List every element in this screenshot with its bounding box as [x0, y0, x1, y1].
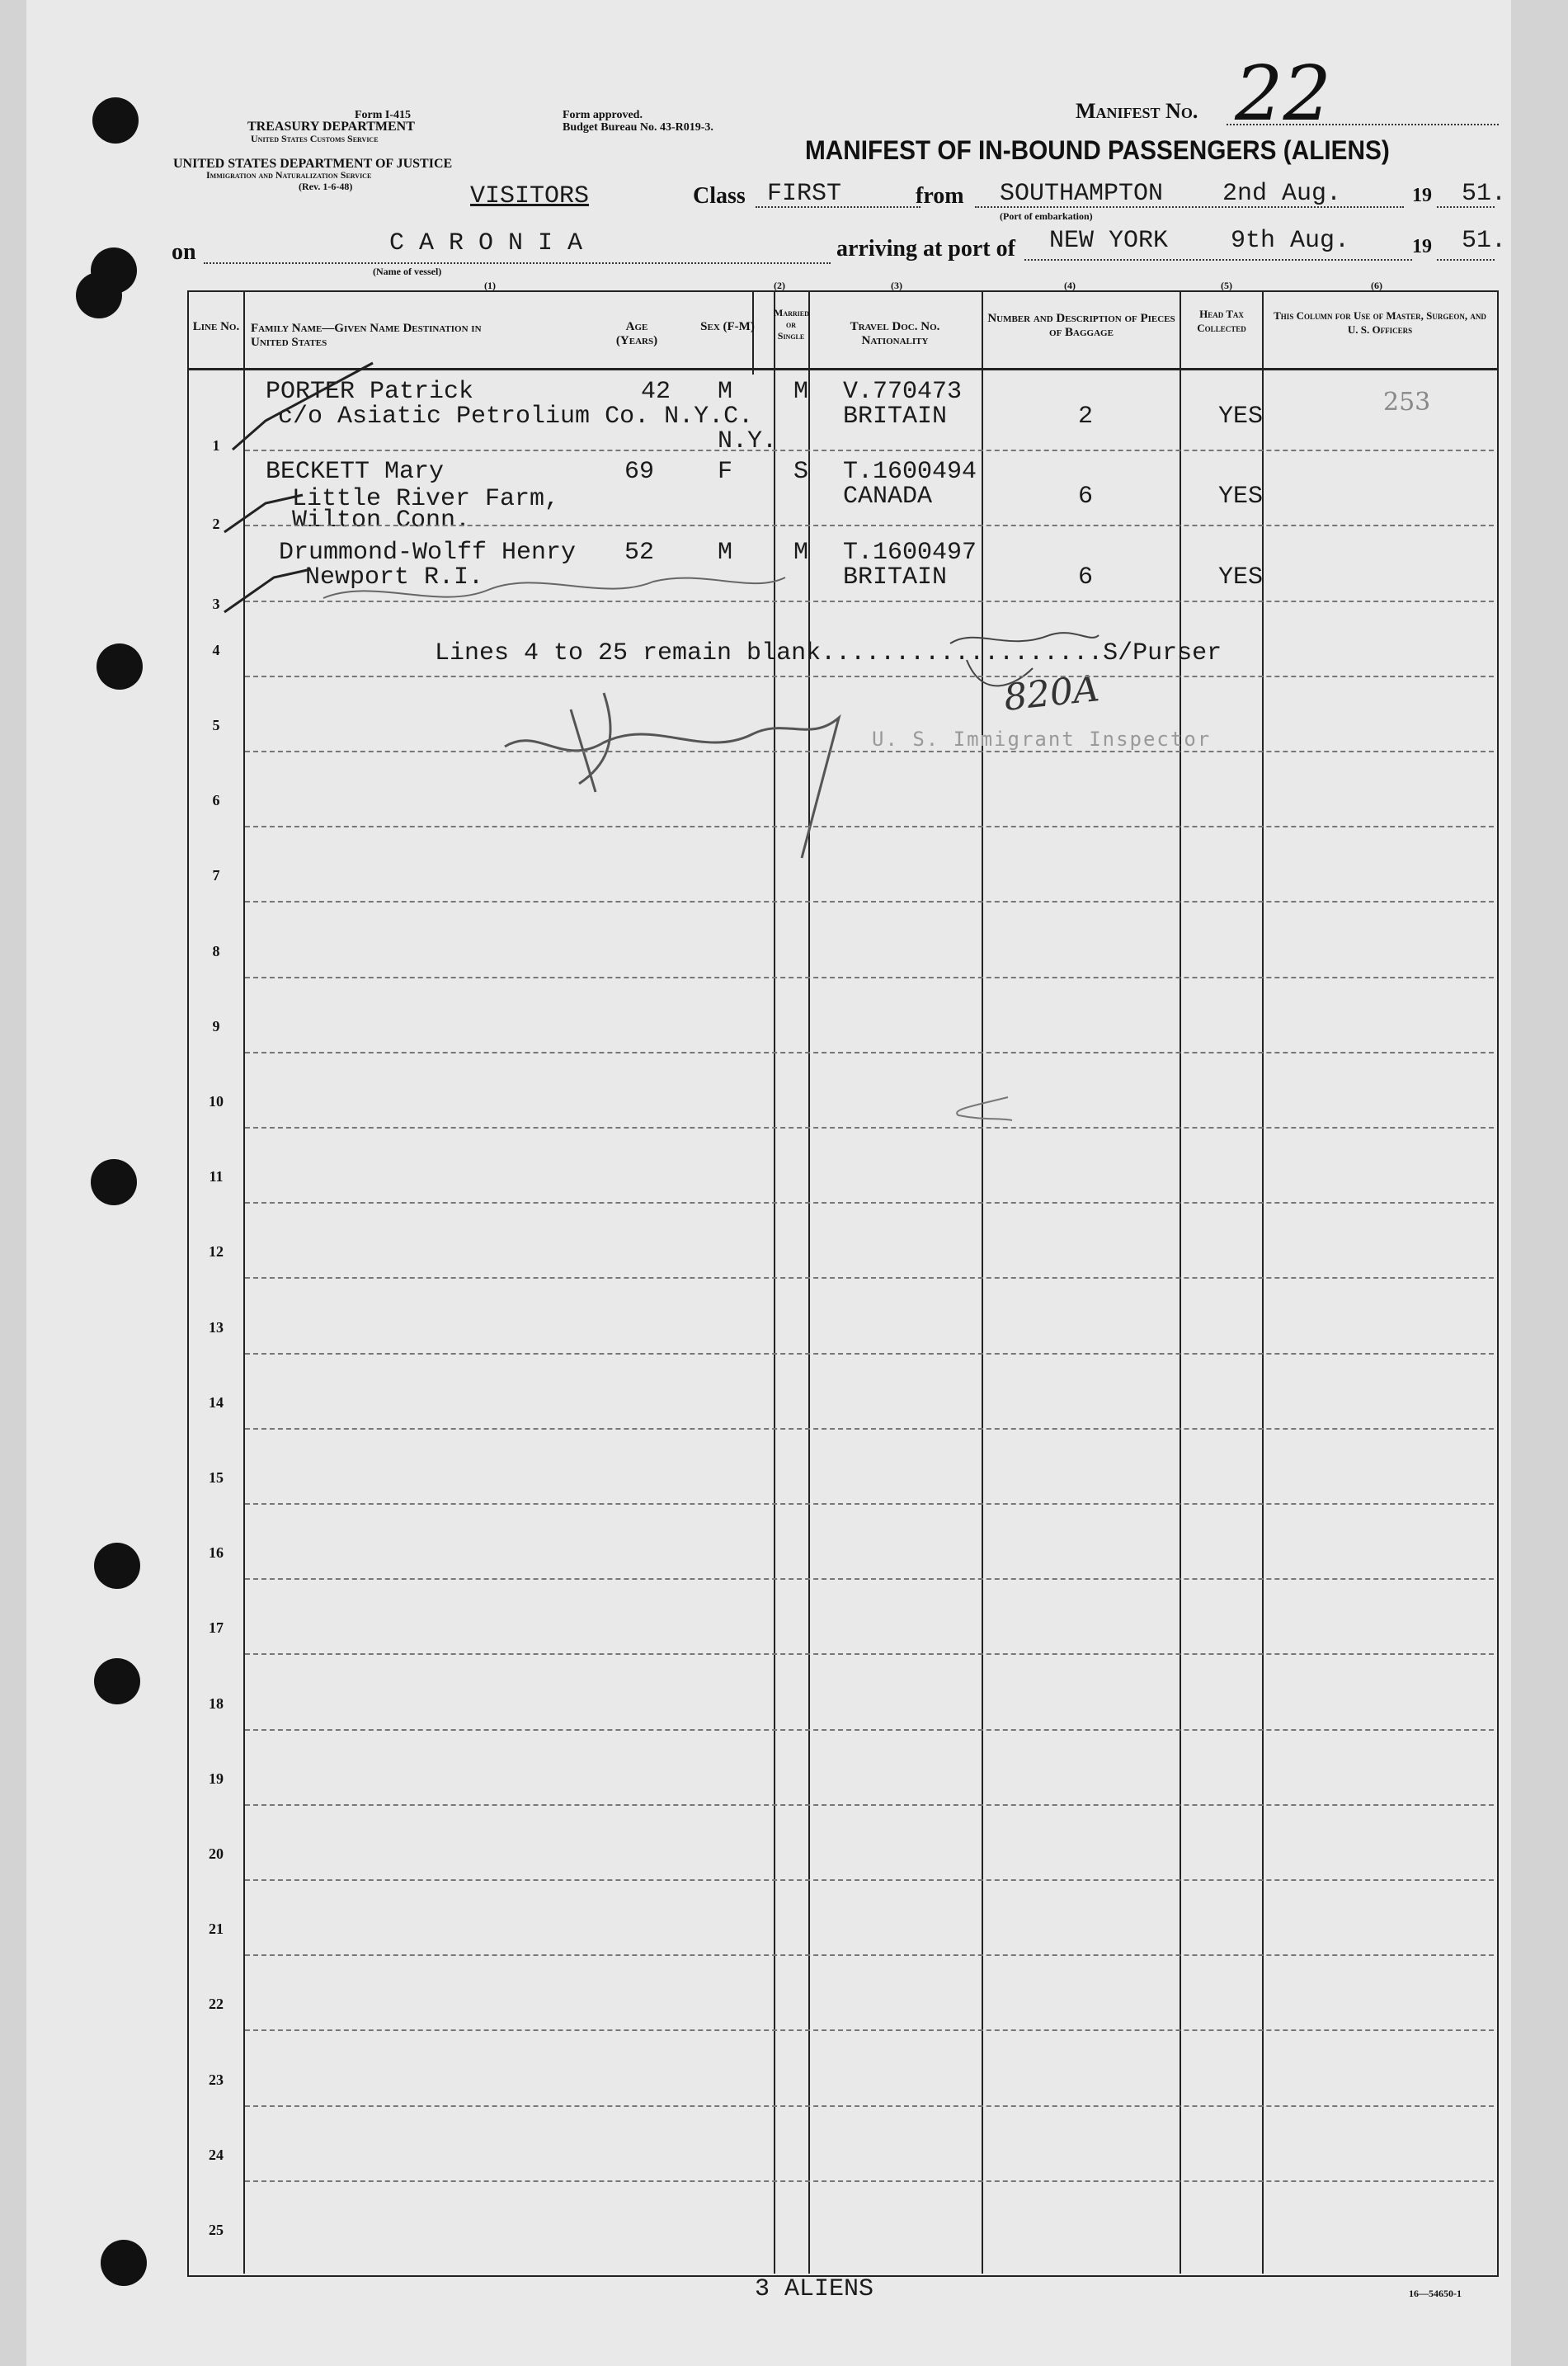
row-separator	[245, 1578, 1494, 1580]
row-separator	[245, 1202, 1494, 1204]
col-number: (1)	[484, 280, 496, 291]
depart-date: 2nd Aug.	[1222, 180, 1342, 208]
row-separator	[245, 2180, 1494, 2182]
passenger-head-tax: YES	[1218, 483, 1264, 511]
passenger-name: Drummond-Wolff Henry	[279, 539, 577, 567]
row-separator	[245, 751, 1494, 752]
manifest-number: 22	[1235, 49, 1332, 138]
header-travel-doc: Travel Doc. No. Nationality	[850, 320, 940, 347]
line-number: 14	[209, 1394, 224, 1411]
handwritten-scrawl	[323, 577, 785, 598]
row-separator	[245, 1879, 1494, 1881]
revision: (Rev. 1-6-48)	[299, 181, 353, 192]
header-baggage: Number and Description of Pieces of Baggage	[987, 312, 1175, 339]
col-number: (2)	[774, 280, 785, 291]
passenger-destination-2: N.Y.	[718, 427, 778, 455]
line-number: 15	[209, 1469, 224, 1486]
passenger-married: M	[793, 539, 809, 567]
year-prefix: 19	[1412, 185, 1432, 206]
class-value: FIRST	[767, 180, 842, 208]
row-separator	[245, 601, 1494, 602]
line-number: 4	[212, 642, 220, 658]
category: VISITORS	[470, 182, 590, 210]
budget-bureau: Budget Bureau No. 43-R019-3.	[563, 121, 713, 134]
line-number: 7	[212, 867, 220, 884]
inspector-signature	[505, 718, 839, 858]
row-separator	[245, 525, 1494, 526]
row-separator	[245, 1653, 1494, 1655]
line-number: 5	[212, 717, 220, 733]
line-number: 13	[209, 1319, 224, 1336]
passenger-head-tax: YES	[1218, 563, 1264, 592]
passenger-name: PORTER Patrick	[266, 378, 474, 406]
passenger-travel-doc: V.770473	[843, 378, 963, 406]
line-number: 23	[209, 2071, 224, 2088]
customs-service: United States Customs Service	[251, 133, 379, 144]
passenger-sex: M	[718, 539, 733, 567]
port-caption: (Port of embarkation)	[1000, 210, 1093, 222]
row-separator	[245, 2105, 1494, 2107]
passenger-baggage: 2	[1078, 403, 1094, 431]
passenger-destination: Newport R.I.	[305, 563, 484, 592]
inspector-stamp: U. S. Immigrant Inspector	[872, 728, 1212, 751]
line-number: 16	[209, 1544, 224, 1561]
line-number: 6	[212, 792, 220, 808]
row-separator	[245, 1277, 1494, 1279]
col-number: (4)	[1064, 280, 1076, 291]
check-mark	[224, 495, 303, 532]
line-number: 20	[209, 1845, 224, 1862]
print-code: 16—54650-1	[1409, 2288, 1462, 2299]
passenger-sex: M	[718, 378, 733, 406]
line-number: 22	[209, 1996, 224, 2012]
row-separator	[245, 1729, 1494, 1731]
line-number: 10	[209, 1093, 224, 1110]
line-number: 8	[212, 943, 220, 959]
header-married: Married or Single	[774, 307, 809, 342]
depart-year: 51.	[1462, 180, 1507, 208]
passenger-nationality: BRITAIN	[843, 563, 948, 592]
line-number: 18	[209, 1695, 224, 1712]
passenger-baggage: 6	[1078, 483, 1094, 511]
manifest-title: MANIFEST OF IN-BOUND PASSENGERS (ALIENS)	[805, 135, 1390, 165]
arriving-label: arriving at port of	[836, 236, 1015, 262]
line-number: 12	[209, 1243, 224, 1260]
line-number: 19	[209, 1770, 224, 1787]
manifest-label: Manifest No.	[1076, 99, 1198, 123]
form-approved: Form approved.	[563, 109, 643, 121]
row-separator	[245, 676, 1494, 677]
manifest-sheet	[26, 0, 1511, 2366]
passenger-age: 69	[624, 458, 655, 486]
row-separator	[245, 1353, 1494, 1355]
passenger-married: M	[793, 378, 809, 406]
officer-note: 253	[1383, 388, 1431, 417]
line-number: 3	[212, 596, 220, 612]
punch-hole	[91, 1159, 137, 1205]
punch-hole	[101, 2240, 147, 2286]
treasury-dept: TREASURY DEPARTMENT	[247, 120, 415, 134]
punch-hole	[94, 1543, 140, 1589]
line-number: 25	[209, 2222, 224, 2238]
doj-title: UNITED STATES DEPARTMENT OF JUSTICE	[173, 157, 453, 171]
row-separator	[245, 1428, 1494, 1430]
header-age: Age (Years)	[615, 320, 658, 347]
passenger-travel-doc: T.1600497	[843, 539, 977, 567]
vessel-name: C A R O N I A	[389, 229, 583, 257]
header-sex: Sex (F-M)	[700, 320, 755, 333]
row-separator	[245, 1127, 1494, 1129]
purser-initials	[950, 633, 1099, 643]
row-separator	[245, 2029, 1494, 2031]
form-number: Form I-415	[355, 109, 412, 121]
handwritten-marks	[26, 0, 1511, 1155]
col-number: (5)	[1221, 280, 1232, 291]
row-separator	[245, 901, 1494, 903]
row-separator	[245, 1804, 1494, 1806]
year-prefix: 19	[1412, 236, 1432, 257]
line-number: 9	[212, 1018, 220, 1035]
arrival-port: NEW YORK	[1049, 227, 1169, 255]
passenger-destination: Little River Farm,	[292, 485, 560, 513]
embark-port: SOUTHAMPTON	[1000, 180, 1164, 208]
header-head-tax: Head Tax Collected	[1197, 308, 1246, 334]
vessel-caption: (Name of vessel)	[373, 266, 442, 277]
passenger-age: 42	[641, 378, 671, 406]
on-label: on	[172, 239, 196, 265]
passenger-name: BECKETT Mary	[266, 458, 445, 486]
passenger-baggage: 6	[1078, 563, 1094, 592]
ins-title: Immigration and Naturalization Service	[206, 169, 372, 181]
line-number: 1	[212, 437, 220, 454]
passenger-nationality: BRITAIN	[843, 403, 948, 431]
passenger-travel-doc: T.1600494	[843, 458, 977, 486]
passenger-nationality: CANADA	[843, 483, 933, 511]
passenger-destination: c/o Asiatic Petrolium Co. N.Y.C.	[278, 403, 754, 431]
class-label: Class	[693, 183, 746, 209]
row-separator	[245, 1954, 1494, 1956]
line-number: 11	[209, 1168, 224, 1185]
blank-lines-note: Lines 4 to 25 remain blank...................S/Purser	[435, 639, 1222, 667]
row-separator	[245, 1052, 1494, 1053]
row-separator	[245, 826, 1494, 827]
line-number: 21	[209, 1921, 224, 1937]
purser-initials	[967, 660, 1033, 686]
from-label: from	[916, 183, 964, 209]
col-number: (3)	[891, 280, 902, 291]
passenger-head-tax: YES	[1218, 403, 1264, 431]
passenger-destination-2: Wilton Conn.	[292, 507, 471, 535]
arrival-date: 9th Aug.	[1231, 227, 1350, 255]
passenger-married: S	[793, 458, 809, 486]
row-separator	[245, 450, 1494, 451]
check-mark	[224, 569, 311, 612]
pencil-mark	[957, 1097, 1012, 1120]
arrival-year: 51.	[1462, 227, 1507, 255]
passenger-age: 52	[624, 539, 655, 567]
row-separator	[245, 1503, 1494, 1505]
header-line-no: Line No.	[192, 320, 240, 333]
punch-hole	[94, 1658, 140, 1704]
line-number: 17	[209, 1619, 224, 1636]
inspector-number: 820A	[1001, 667, 1102, 719]
line-number: 2	[212, 516, 220, 532]
header-name: Family Name—Given Name Destination in United States	[251, 322, 482, 349]
col-number: (6)	[1371, 280, 1382, 291]
header-officers: This Column for Use of Master, Surgeon, and U. S. Officers	[1274, 309, 1486, 336]
row-separator	[245, 977, 1494, 978]
check-mark	[233, 363, 373, 450]
alien-total: 3 ALIENS	[755, 2275, 874, 2303]
line-number: 24	[209, 2147, 224, 2163]
passenger-sex: F	[718, 458, 733, 486]
